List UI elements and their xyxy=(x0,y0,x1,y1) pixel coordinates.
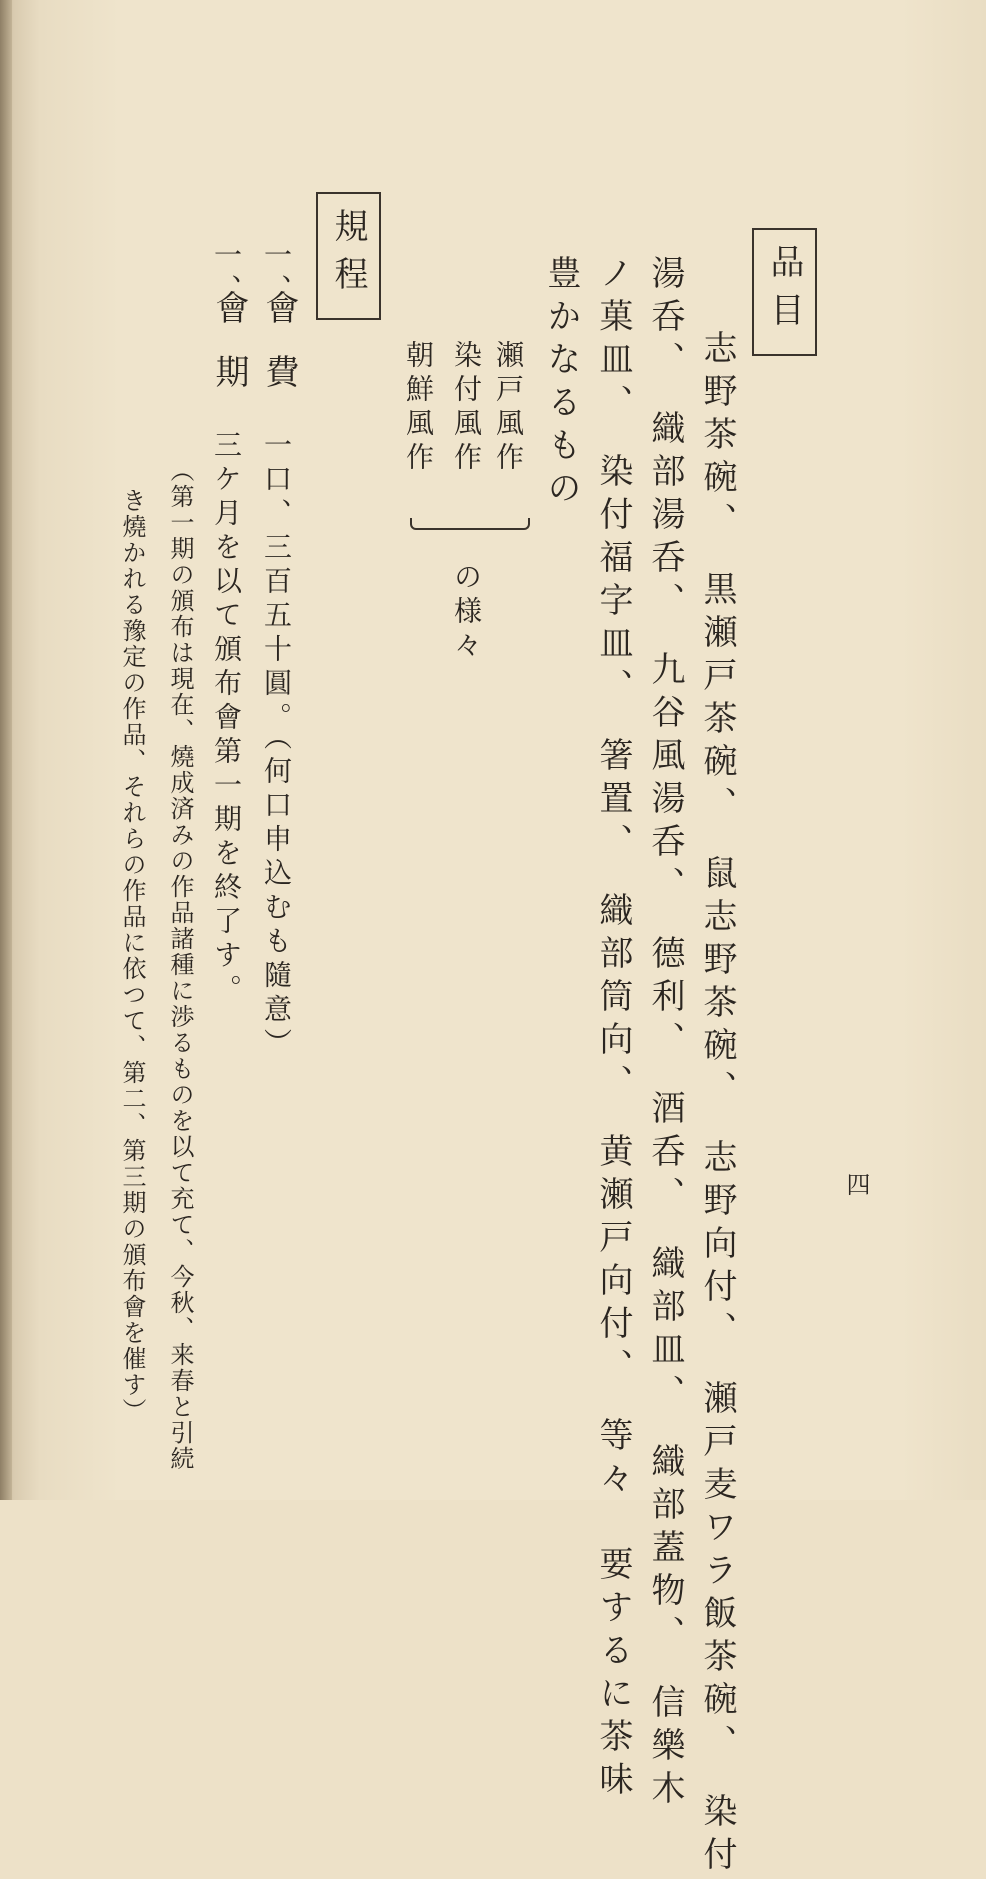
page-number: 四 xyxy=(842,1172,870,1196)
item2-marker: 一、 xyxy=(210,240,243,308)
style-brace xyxy=(410,518,530,530)
hinmoku-line-2: 湯呑、 織部湯呑、 九谷風湯呑、 德利、 酒呑、 織部皿、 織部蓋物、 信樂木 xyxy=(645,255,685,1813)
styles-suffix: の様々 xyxy=(450,562,483,664)
style-item-3: 朝鮮風作 xyxy=(402,340,435,476)
style-item-1: 瀬戸風作 xyxy=(492,340,525,476)
hinmoku-line-1: 志野茶碗、 黒瀬戸茶碗、 鼠志野茶碗、 志野向付、 瀬戸麦ワラ飯茶碗、 染付 xyxy=(697,330,737,1879)
hinmoku-line-3: ノ菓皿、 染付福字皿、 箸置、 織部筒向、 黄瀬戸向付、 等々 要するに茶味 xyxy=(593,255,633,1804)
note-line-1: （第一期の頒布は現在、燒成済みの作品諸種に渉るものを以て充て、今秋、来春と引続 xyxy=(166,458,194,1472)
item1-value: 一口、三百五十圓。（何口申込むも隨意） xyxy=(260,430,293,1062)
item2-value: 三ケ月を以て頒布會第一期を終了す。 xyxy=(210,430,243,1008)
style-item-2: 染付風作 xyxy=(450,340,483,476)
item1-marker: 一、 xyxy=(260,240,293,308)
hinmoku-line-4: 豊かなるもの xyxy=(541,255,581,513)
hinmoku-heading: 品目 xyxy=(752,228,817,356)
kitei-heading: 規程 xyxy=(316,192,381,320)
item1-label: 會費 xyxy=(259,290,299,418)
book-spine xyxy=(0,0,12,1500)
item2-label: 會期 xyxy=(209,290,249,418)
note-line-2: き燒かれる豫定の作品、それらの作品に依つて、第二、第三期の頒布會を催す） xyxy=(118,488,146,1424)
